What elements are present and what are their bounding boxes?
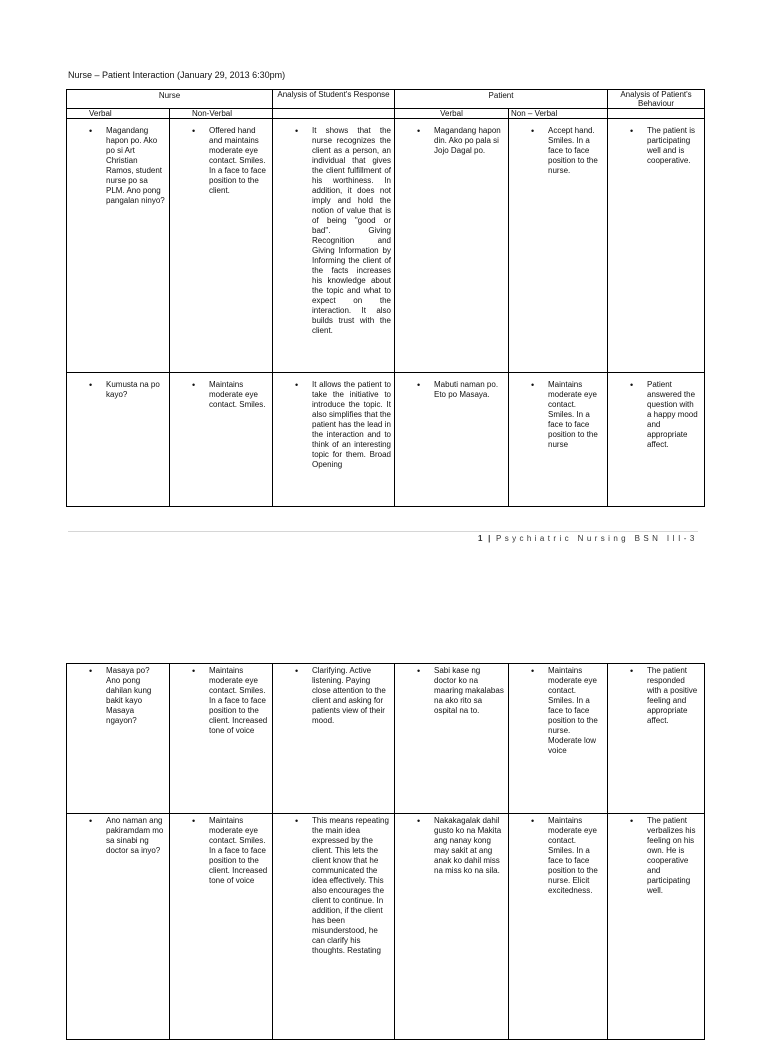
list-item: • Masaya po? Ano pong dahilan kung bakit kayo Masaya ngayon? — [67, 664, 169, 726]
list-item: • Magandang hapon din. Ako po pala si Jojo Dagal po. — [395, 119, 508, 156]
header-row — [67, 90, 705, 109]
header-analysis-student: Analysis of Student's Response — [273, 90, 395, 109]
patient-nonverbal-cell — [509, 373, 608, 507]
patient-verbal-cell — [395, 664, 509, 814]
patient-verbal-cell — [395, 373, 509, 507]
table-row — [67, 373, 705, 507]
patient-verbal-cell — [395, 119, 509, 373]
nurse-nonverbal-cell — [170, 814, 273, 1040]
nurse-verbal-cell — [67, 373, 170, 507]
subheader-nurse-nonverbal: Non-Verbal — [170, 109, 273, 119]
nurse-verbal-cell — [67, 814, 170, 1040]
list-item: • Maintains moderate eye contact. Smiles. In a face to face position to the nurse. Moderate low voice — [509, 664, 607, 756]
page-title: Nurse – Patient Interaction (January 29, 2013 6:30pm) — [68, 70, 286, 80]
analysis-patient-cell — [608, 814, 705, 1040]
list-item: • Patient answered the question with a happy mood and appropriate affect. — [608, 373, 704, 450]
nurse-nonverbal-cell — [170, 119, 273, 373]
nurse-nonverbal-cell — [170, 373, 273, 507]
list-item: • It allows the patient to take the initiative to introduce the topic. It also simplifies that the patient has the lead in the interaction and to think of an interesting topic for them. Broad Opening — [273, 373, 394, 470]
subheader-patient-nonverbal: Non – Verbal — [509, 109, 608, 119]
patient-nonverbal-cell — [509, 664, 608, 814]
list-item: • Offered hand and maintains moderate eye contact. Smiles. In a face to face position to the client. — [170, 119, 272, 196]
list-item: • Ano naman ang pakiramdam mo sa sinabi ng doctor sa inyo? — [67, 814, 169, 856]
list-item: • It shows that the nurse recognizes the client as a person, an individual that gives the client fulfillment of his worthiness. In addition, it does not imply and hold the notion of value that is of being "good or bad". Giving Recognition and Giving Information by Informing the client of the facts increases his knowledge about the topic and what to expect on the interaction. It also builds trust with the client. — [273, 119, 394, 336]
subheader-empty — [273, 109, 395, 119]
list-item: • Sabi kase ng doctor ko na maaring makalabas na ako rito sa ospital na to. — [395, 664, 508, 716]
patient-nonverbal-cell — [509, 119, 608, 373]
subheader-row — [67, 109, 705, 119]
table-row — [67, 814, 705, 1040]
analysis-student-cell — [273, 373, 395, 507]
table-row — [67, 664, 705, 814]
list-item: • The patient verbalizes his feeling on his own. He is cooperative and participating well. — [608, 814, 704, 896]
footer-course: Psychiatric Nursing BSN III-3 — [495, 534, 698, 543]
list-item: • Accept hand. Smiles. In a face to face position to the nurse. — [509, 119, 607, 176]
list-item: • The patient is participating well and is cooperative. — [608, 119, 704, 166]
header-patient: Patient — [395, 90, 608, 109]
list-item: • Nakakagalak dahil gusto ko na Makita ang nanay kong may sakit at ang anak ko dahil miss na miss ko na sila. — [395, 814, 508, 876]
analysis-student-cell — [273, 119, 395, 373]
list-item: • Maintains moderate eye contact. Smiles. — [170, 373, 272, 410]
list-item: • Maintains moderate eye contact. Smiles. In a face to face position to the nurse — [509, 373, 607, 450]
table-row — [67, 119, 705, 373]
interaction-table-page-1 — [66, 89, 705, 507]
subheader-empty — [608, 109, 705, 119]
subheader-patient-verbal: Verbal — [395, 109, 509, 119]
analysis-student-cell — [273, 814, 395, 1040]
list-item: • Maintains moderate eye contact. Smiles. In a face to face position to the nurse. Elicit excitedness. — [509, 814, 607, 896]
patient-nonverbal-cell — [509, 814, 608, 1040]
footer-separator: | — [488, 534, 491, 543]
patient-verbal-cell — [395, 814, 509, 1040]
list-item: • Maintains moderate eye contact. Smiles. In a face to face position to the client. Increased tone of voice — [170, 814, 272, 886]
analysis-student-cell — [273, 664, 395, 814]
header-nurse: Nurse — [67, 90, 273, 109]
list-item: • This means repeating the main idea expressed by the client. This lets the client know that he communicated the idea effectively. This also encourages the client to continue. In addition, if the client has been misunderstood, he can clarify his thoughts. Restating — [273, 814, 394, 956]
nurse-verbal-cell — [67, 664, 170, 814]
list-item: • Kumusta na po kayo? — [67, 373, 169, 400]
list-item: • Magandang hapon po. Ako po si Art Christian Ramos, student nurse po sa PLM. Ano pong pangalan ninyo? — [67, 119, 169, 206]
list-item: • Maintains moderate eye contact. Smiles. In a face to face position to the client. Increased tone of voice — [170, 664, 272, 736]
interaction-table-page-2 — [66, 663, 705, 1040]
analysis-patient-cell — [608, 373, 705, 507]
list-item: • Clarifying. Active listening. Paying close attention to the client and asking for patients view of their mood. — [273, 664, 394, 726]
subheader-nurse-verbal: Verbal — [67, 109, 170, 119]
footer-divider — [68, 531, 698, 532]
page-number: 1 — [478, 534, 483, 543]
header-analysis-patient: Analysis of Patient's Behaviour — [608, 90, 705, 109]
analysis-patient-cell — [608, 119, 705, 373]
nurse-verbal-cell — [67, 119, 170, 373]
list-item: • Mabuti naman po. Eto po Masaya. — [395, 373, 508, 400]
page-footer — [478, 534, 698, 543]
list-item: • The patient responded with a positive feeling and appropriate affect. — [608, 664, 704, 726]
nurse-nonverbal-cell — [170, 664, 273, 814]
analysis-patient-cell — [608, 664, 705, 814]
